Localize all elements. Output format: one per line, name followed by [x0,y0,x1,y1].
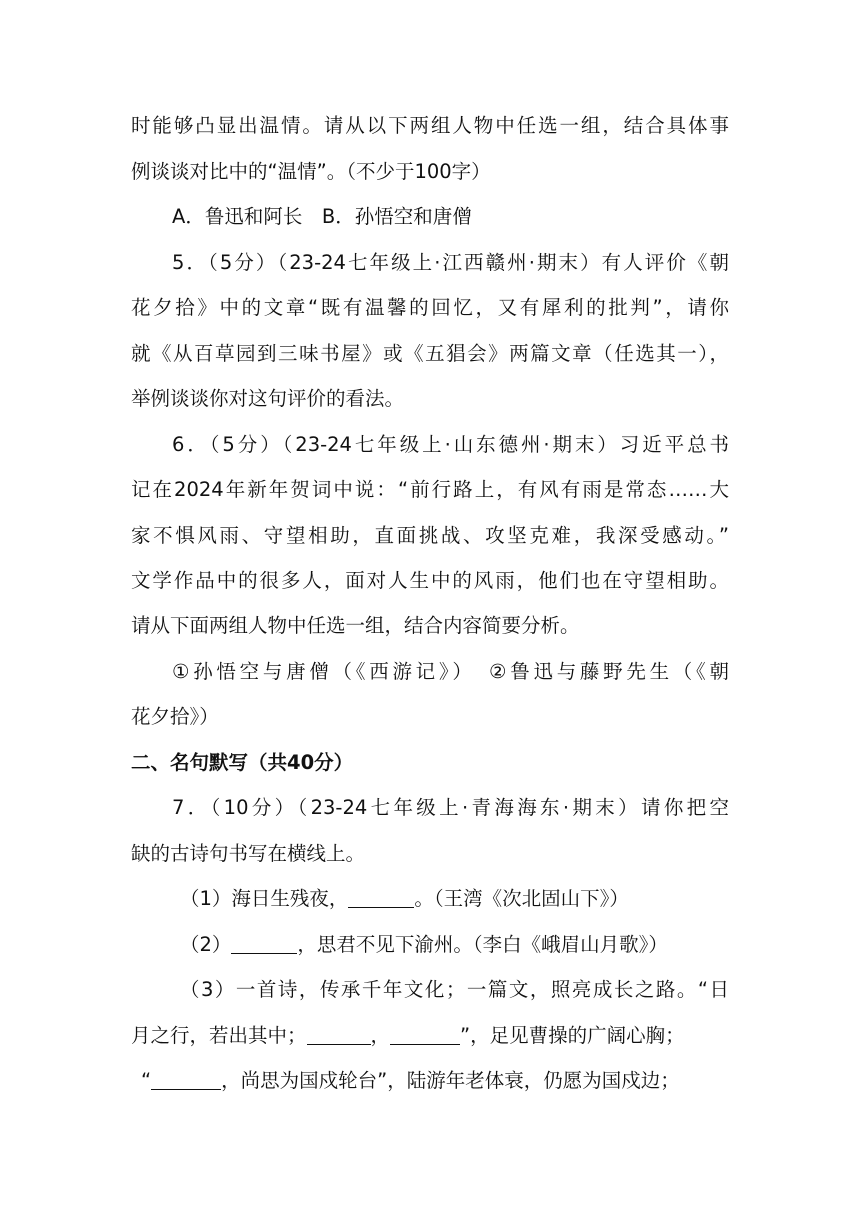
question-5-line: 就《从百草园到三味书屋》或《五猖会》两篇文章（任选其一）， [131,342,729,365]
question-5-line: 5．（5分）（23-24七年级上·江西赣州·期末）有人评价《朝 [172,251,729,274]
text-span: ”，足见曹操的广阔心胸； [460,1024,685,1047]
paragraph-line: 时能够凸显出温情。请从以下两组人物中任选一组，结合具体事 [131,114,729,137]
text-span: ， [370,1024,391,1047]
text-span: （2） [180,933,232,956]
text-span: （1）海日生残夜， [180,887,349,910]
paragraph-line: 例谈谈对比中的“温情”。（不少于100字） [131,160,491,183]
question-7-3-line [131,1024,729,1048]
question-7-3-line [141,1069,729,1093]
question-7-2-line [180,933,729,957]
question-7-1-line [180,887,729,911]
question-6-line: 6．（5分）（23-24七年级上·山东德州·期末）习近平总书 [172,433,729,456]
text-span: “ [141,1069,152,1092]
answer-blank[interactable] [348,887,414,908]
text-span: ，尚思为国戍轮台”，陆游年老体衰，仍愿为国戍边； [221,1069,680,1092]
question-7-line: 缺的古诗句书写在横线上。 [131,842,366,865]
question-7-line: 7．（10分）（23-24七年级上·青海海东·期末）请你把空 [172,796,729,819]
question-6-line: 请从下面两组人物中任选一组，结合内容简要分析。 [131,614,580,637]
answer-blank[interactable] [390,1024,460,1045]
answer-blank[interactable] [231,933,297,954]
question-5-line: 举例谈谈你对这句评价的看法。 [131,387,405,410]
answer-blank[interactable] [307,1024,371,1045]
answer-blank[interactable] [151,1069,221,1090]
question-6-line: 家不惧风雨、守望相助，直面挑战、攻坚克难，我深受感动。” [131,524,729,547]
question-6-line: ①孙悟空与唐僧（《西游记》） ②鲁迅与藤野先生（《朝 [172,660,729,683]
text-span: 月之行，若出其中； [131,1024,307,1047]
section-heading: 二、名句默写（共40分） [131,751,354,774]
option-line: A．鲁迅和阿长 B．孙悟空和唐僧 [172,205,472,228]
text-span: 。（王湾《次北固山下》） [414,887,629,910]
question-5-line: 花夕拾》中的文章“既有温馨的回忆，又有犀利的批判”，请你 [131,296,729,319]
question-7-3-line: （3）一首诗，传承千年文化；一篇文，照亮成长之路。“日 [180,978,729,1001]
question-6-line: 文学作品中的很多人，面对人生中的风雨，他们也在守望相助。 [131,569,729,592]
text-span: ，思君不见下渝州。（李白《峨眉山月歌》） [297,933,668,956]
question-6-line: 记在2024年新年贺词中说：“前行路上，有风有雨是常态……大 [131,478,729,501]
question-6-line: 花夕拾》） [131,705,219,728]
